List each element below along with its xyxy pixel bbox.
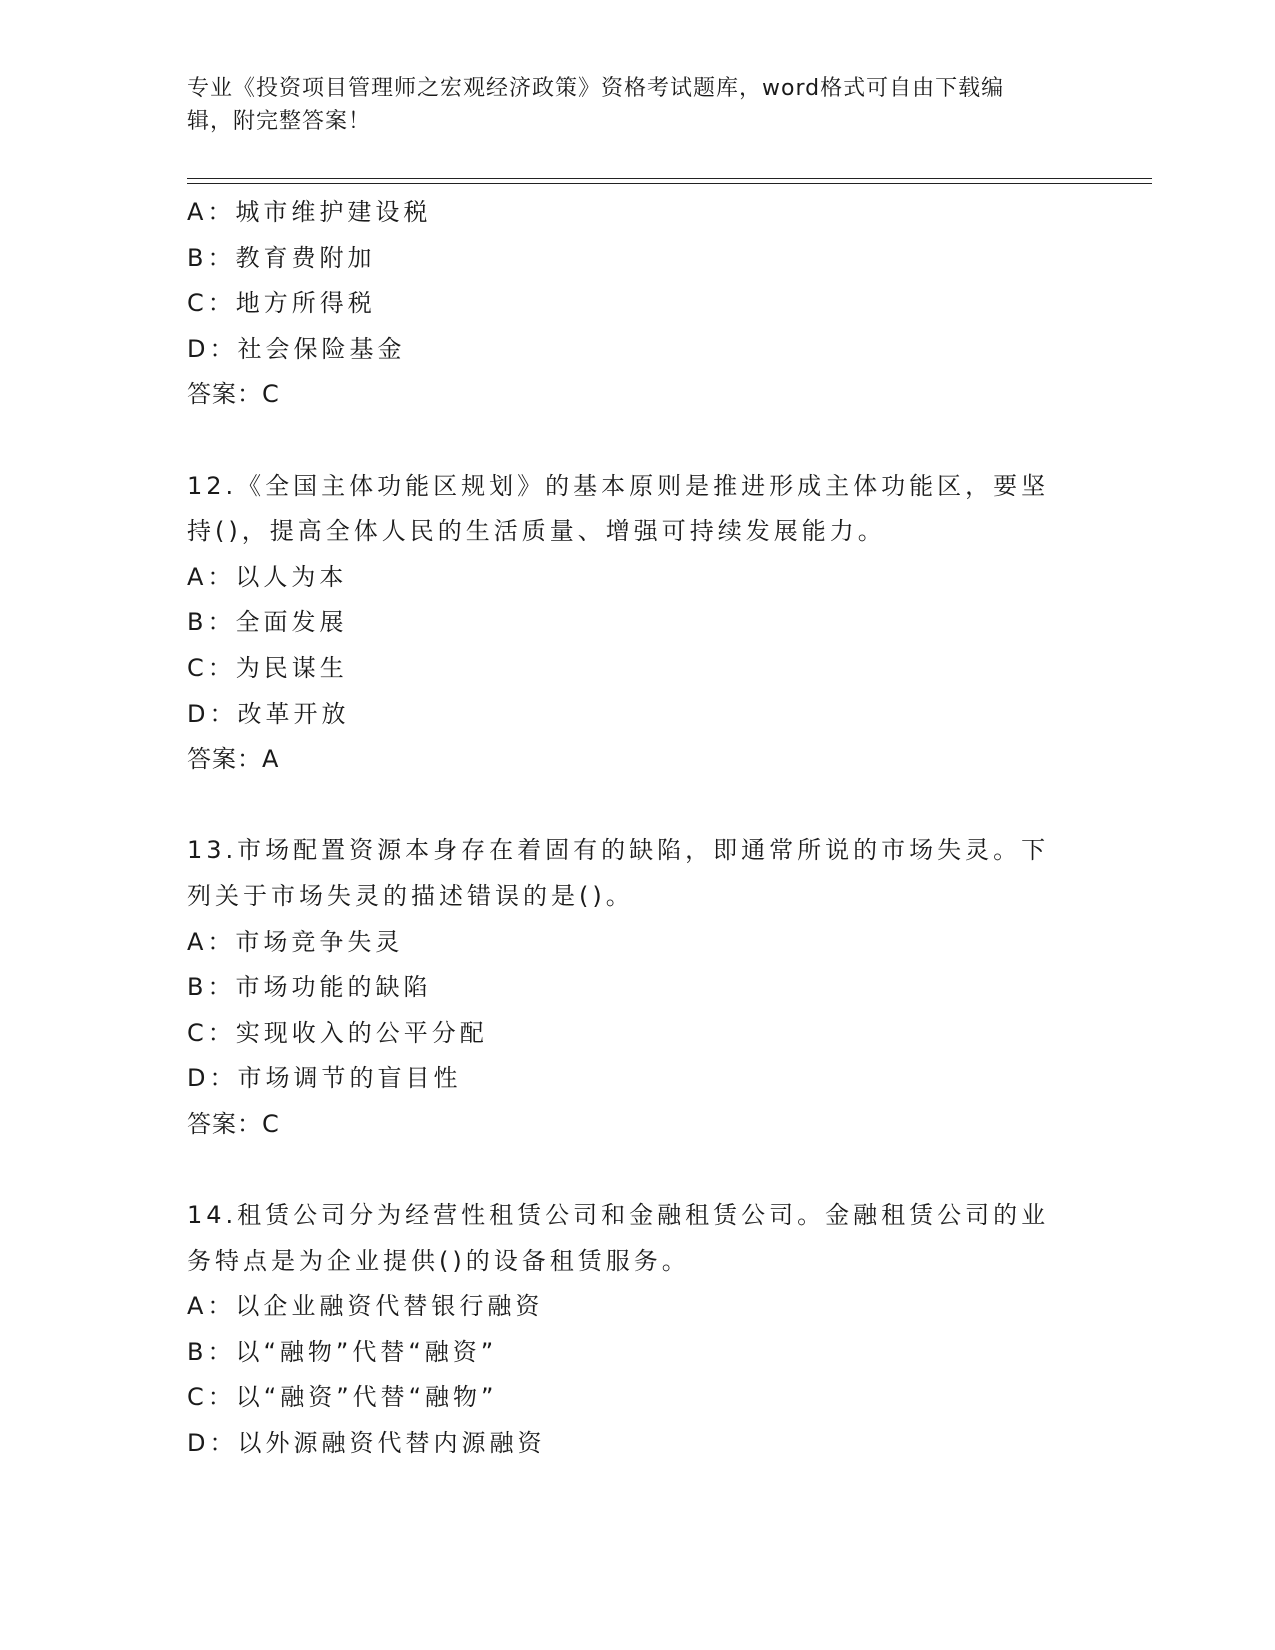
option-b: B：市场功能的缺陷 — [187, 973, 432, 1002]
option-b: B：以“融物”代替“融资” — [187, 1337, 498, 1366]
spacer — [187, 1147, 1087, 1193]
option-c: C：以“融资”代替“融物” — [187, 1383, 498, 1412]
question-stem-line-1: 14.租赁公司分为经营性租赁公司和金融租赁公司。金融租赁公司的业 — [187, 1201, 1050, 1230]
option-a: A：城市维护建设税 — [187, 198, 432, 226]
question-stem-line-2: 务特点是为企业提供()的设备租赁服务。 — [187, 1246, 690, 1275]
document-header — [187, 72, 1067, 138]
spacer — [187, 418, 1087, 464]
header-line-2: 辑，附完整答案！ — [187, 109, 372, 134]
question-11 — [187, 190, 1087, 418]
question-stem-line-1: 13.市场配置资源本身存在着固有的缺陷，即通常所说的市场失灵。下 — [187, 836, 1050, 865]
option-d: D：市场调节的盲目性 — [187, 1064, 462, 1093]
option-c: C：实现收入的公平分配 — [187, 1018, 488, 1047]
option-a: A：以企业融资代替银行融资 — [187, 1292, 544, 1321]
option-a: A：以人为本 — [187, 562, 348, 591]
question-stem-line-1: 12.《全国主体功能区规划》的基本原则是推进形成主体功能区，要坚 — [187, 471, 1050, 500]
option-a: A：市场竞争失灵 — [187, 927, 404, 956]
answer: 答案：C — [187, 380, 280, 409]
header-rule-top — [187, 178, 1152, 179]
option-c: C：地方所得税 — [187, 289, 376, 318]
answer: 答案：C — [187, 1109, 280, 1138]
spacer — [187, 783, 1087, 829]
question-stem-line-2: 持()，提高全体人民的生活质量、增强可持续发展能力。 — [187, 517, 886, 546]
question-list — [187, 190, 1087, 1467]
option-c: C：为民谋生 — [187, 653, 348, 682]
option-b: B：教育费附加 — [187, 243, 376, 272]
question-12 — [187, 464, 1087, 783]
option-d: D：社会保险基金 — [187, 334, 406, 363]
question-stem-line-2: 列关于市场失灵的描述错误的是()。 — [187, 881, 634, 910]
header-line-1: 专业《投资项目管理师之宏观经济政策》资格考试题库，word格式可自由下载编 — [187, 76, 1005, 101]
option-d: D：以外源融资代替内源融资 — [187, 1429, 546, 1458]
answer: 答案：A — [187, 745, 280, 774]
header-rule-bottom — [187, 183, 1152, 184]
question-13 — [187, 828, 1087, 1147]
option-b: B：全面发展 — [187, 608, 348, 637]
option-d: D：改革开放 — [187, 699, 350, 728]
question-14 — [187, 1193, 1087, 1467]
